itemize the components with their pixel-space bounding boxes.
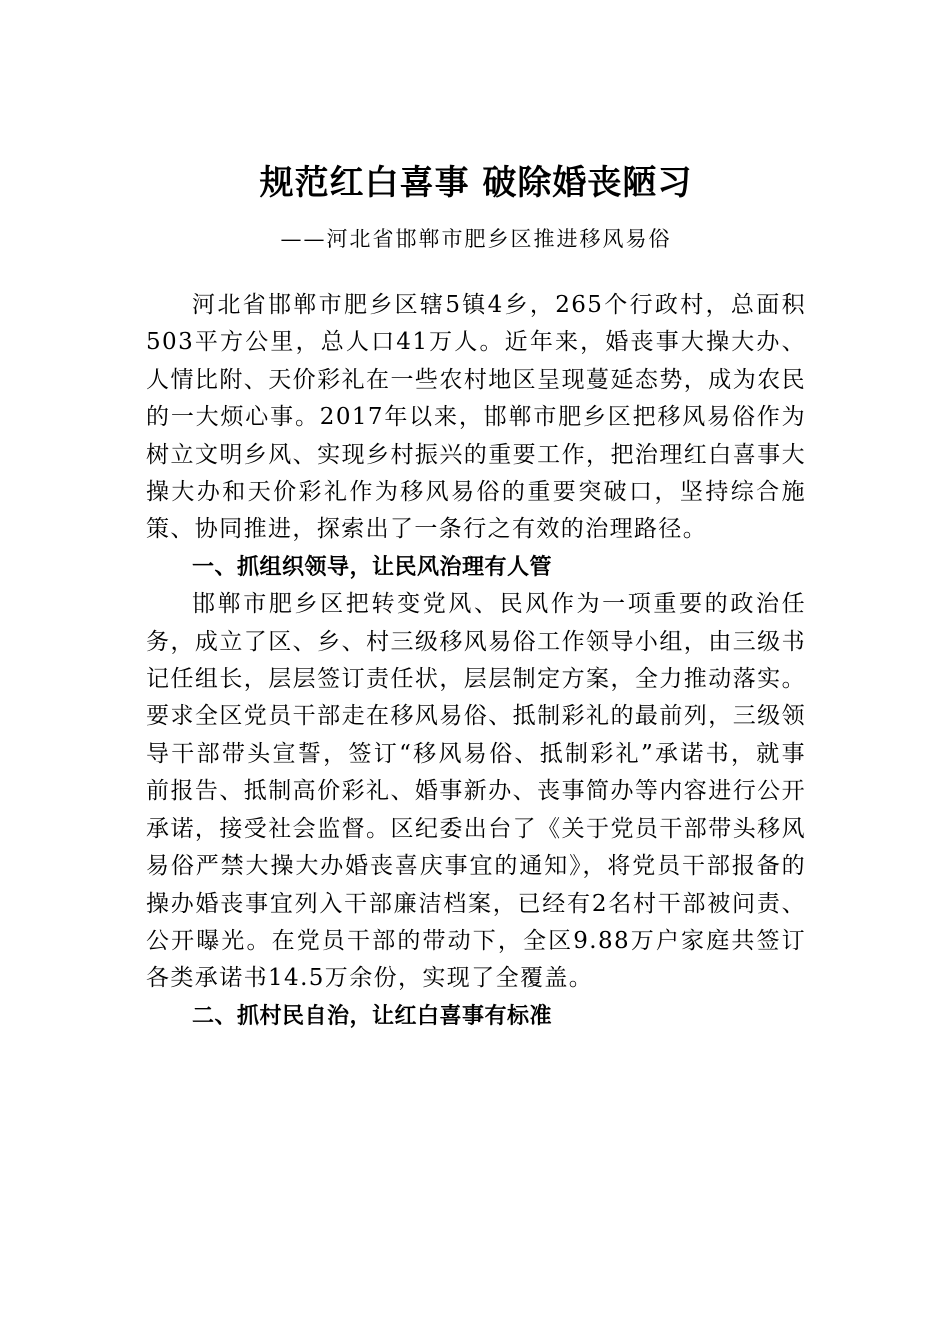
document-body [146,287,806,1035]
intro-paragraph: 河北省邯郸市肥乡区辖5镇4乡，265个行政村，总面积503平方公里，总人口41万人。近年来，婚丧事大操大办、人情比附、天价彩礼在一些农村地区呈现蔓延态势，成为农民的一大烦心事。2017年以来，邯郸市肥乡区把移风易俗作为树立文明乡风、实现乡村振兴的重要工作，把治理红白喜事大操大办和天价彩礼作为移风易俗的重要突破口，坚持综合施策、协同推进，探索出了一条行之有效的治理路径。 [146,292,806,543]
section-paragraph-1: 邯郸市肥乡区把转变党风、民风作为一项重要的政治任务，成立了区、乡、村三级移风易俗工作领导小组，由三级书记任组长，层层签订责任状，层层制定方案，全力推动落实。要求全区党员干部走在移风易俗、抵制彩礼的最前列，三级领导干部带头宣誓，签订“移风易俗、抵制彩礼”承诺书，就事前报告、抵制高价彩礼、婚事新办、丧事简办等内容进行公开承诺，接受社会监督。区纪委出台了《关于党员干部带头移风易俗严禁大操大办婚丧喜庆事宜的通知》，将党员干部报备的操办婚丧事宜列入干部廉洁档案，已经有2名村干部被问责、公开曝光。在党员干部的带动下，全区9.88万户家庭共签订各类承诺书14.5万余份，实现了全覆盖。 [146,591,806,992]
document-subtitle: ——河北省邯郸市肥乡区推进移风易俗 [280,227,672,251]
section-heading-1: 一、抓组织领导，让民风治理有人管 [192,554,553,580]
section-heading-2: 二、抓村民自治，让红白喜事有标准 [192,1003,553,1029]
document-page [146,0,806,1344]
document-title: 规范红白喜事 破除婚丧陋习 [259,163,693,203]
